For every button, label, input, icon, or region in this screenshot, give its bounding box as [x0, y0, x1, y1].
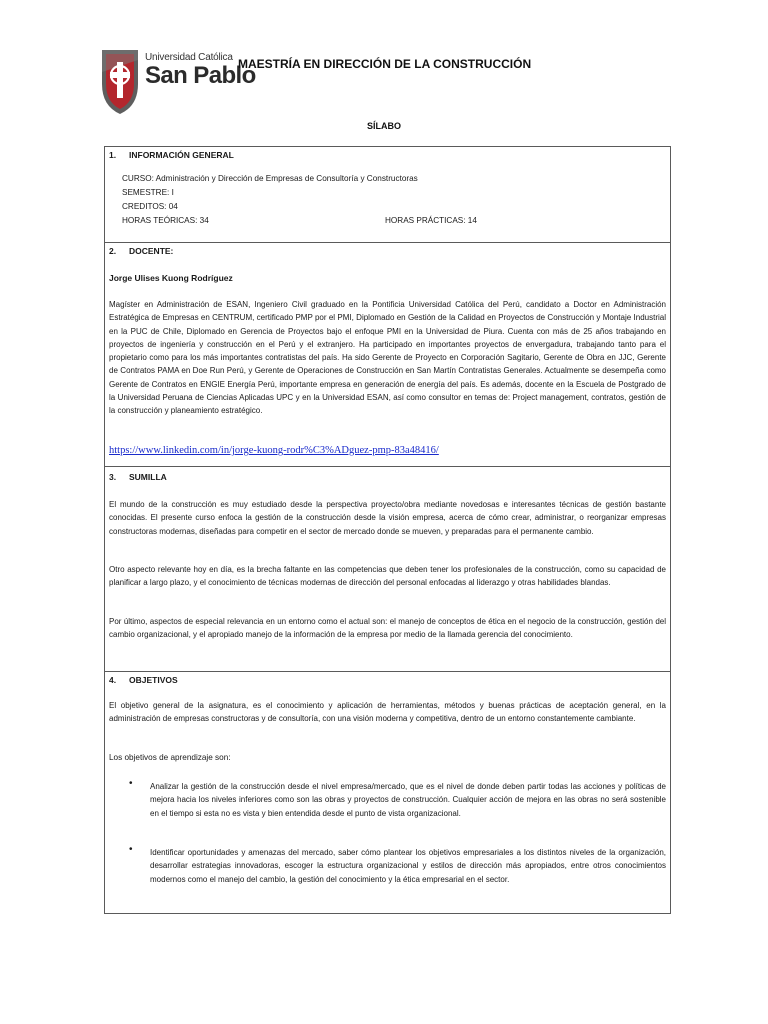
practice-hours: HORAS PRÁCTICAS: 14	[385, 216, 477, 225]
summary-paragraph: Otro aspecto relevante hoy en día, es la brecha faltante en las competencias que deben tener los profesionales de la construcción, como su capacidad de planificar a largo plazo, y el conocimiento de técnicas modernas de dirección del personal enfocadas al liderazgo y otras habilidades blandas.	[109, 565, 666, 588]
semester: SEMESTRE: I	[122, 188, 174, 197]
summary-paragraph: Por último, aspectos de especial relevancia en un entorno como el actual son: el manejo de conceptos de ética en el negocio de la construcción, gestión del cambio organizacional, y el apropiado manejo de la información de la empresa por medio de la llamada gerencia del conocimiento.	[109, 617, 666, 640]
section-general-info	[105, 147, 670, 242]
syllabus-table	[104, 146, 671, 914]
summary-paragraph: El mundo de la construcción es muy estudiado desde la perspectiva proyecto/obra mediante novedosas e interesantes técnicas de gestión bastante conocidas. El presente curso enfoca la gestión de la construcción desde la visión empresa, acerca de cómo crear, administrar, o reorganizar empresas constructoras modernas, diseñadas para competir en el sector de mercado donde se mueven, y preparadas para el permanente cambio.	[109, 500, 666, 536]
section-title: SUMILLA	[129, 472, 167, 482]
learning-objectives-intro: Los objetivos de aprendizaje son:	[109, 753, 231, 762]
bullet-icon: •	[129, 844, 133, 855]
section-title: INFORMACIÓN GENERAL	[129, 150, 234, 160]
section-number: 4.	[109, 675, 117, 685]
section-title: DOCENTE:	[129, 246, 174, 256]
credits: CREDITOS: 04	[122, 202, 178, 211]
general-objective: El objetivo general de la asignatura, es el conocimiento y aplicación de herramientas, métodos y buenas prácticas de aceptación general, en la administración de empresas constructoras y de consultoría, con una visión moderna y competitiva, dentro de un entorno constantemente cambiante.	[109, 701, 666, 724]
bullet-icon: •	[129, 778, 133, 789]
course-name: CURSO: Administración y Dirección de Empresas de Consultoría y Constructoras	[122, 174, 418, 183]
logo-name: San Pablo	[145, 62, 256, 89]
document-title: MAESTRÍA EN DIRECCIÓN DE LA CONSTRUCCIÓN	[238, 57, 532, 71]
section-number: 2.	[109, 246, 117, 256]
objective-item: Identificar oportunidades y amenazas del mercado, saber cómo plantear los objetivos empresariales a los distintos niveles de la organización, desarrollar estrategias innovadoras, escoger la estructura organizacional y estilos de dirección más apropiados, entre otros conocimientos modernos como el manejo del cambio, la gestión del conocimiento y la ética empresarial en el sector.	[150, 848, 666, 884]
theory-hours: HORAS TEÓRICAS: 34	[122, 216, 209, 225]
section-number: 1.	[109, 150, 117, 160]
teacher-name: Jorge Ulises Kuong Rodríguez	[109, 273, 233, 283]
section-summary	[105, 466, 670, 671]
section-objectives	[105, 671, 670, 915]
objective-item: Analizar la gestión de la construcción desde el nivel empresa/mercado, que es el nivel de donde deben partir todas las acciones y políticas de mejora hacia los niveles inferiores como son las obras y proyectos de construcción. Cualquier acción de mejora en las obras no será sostenible en el tiempo si esta no es vista y bien entendida desde el punto de vista organizacional.	[150, 782, 666, 818]
section-teacher	[105, 242, 670, 466]
section-number: 3.	[109, 472, 117, 482]
logo-university-label: Universidad Católica	[145, 52, 233, 63]
linkedin-link[interactable]: https://www.linkedin.com/in/jorge-kuong-rodr%C3%ADguez-pmp-83a48416/	[109, 445, 439, 456]
syllabus-label: SÍLABO	[366, 121, 401, 131]
teacher-bio: Magíster en Administración de ESAN, Ingeniero Civil graduado en la Pontificia Universidad Católica del Perú, candidato a Doctor en Administración Estratégica de Empresas en CENTRUM, certificado PMP por el PMI, Diplomado en Gestión de la Calidad en Proyectos de Construcción y Montaje Industrial en la PUC de Chile, Diplomado en Gerencia de Proyectos bajo el enfoque PMI en la Universidad de Piura. Cuenta con más de 25 años trabajando en proyectos de ingeniería y construcción en el Perú y el extranjero. Ha participado en importantes proyectos de envergadura, trabajando tanto para el propietario como para los más importantes contratistas del país. Ha sido Gerente de Proyecto en Corporación Sagitario, Gerente de Obra en JJC, Gerente de Contratos PAMA en Doe Run Perú, y Gerente de Operaciones de Construcción en San Martín Contratistas Generales. Actualmente se desempeña como Gerente de Contratos en ENGIE Energía Perú, importante empresa en generación de energía del país. Es además, docente en la Escuela de Postgrado de la Universidad Peruana de Ciencias Aplicadas UPC y en la Universidad ESAN, así como consultor en temas de: Project management, contratos, gestión de la construcción y planeamiento estratégico.	[109, 300, 666, 416]
section-title: OBJETIVOS	[129, 675, 178, 685]
